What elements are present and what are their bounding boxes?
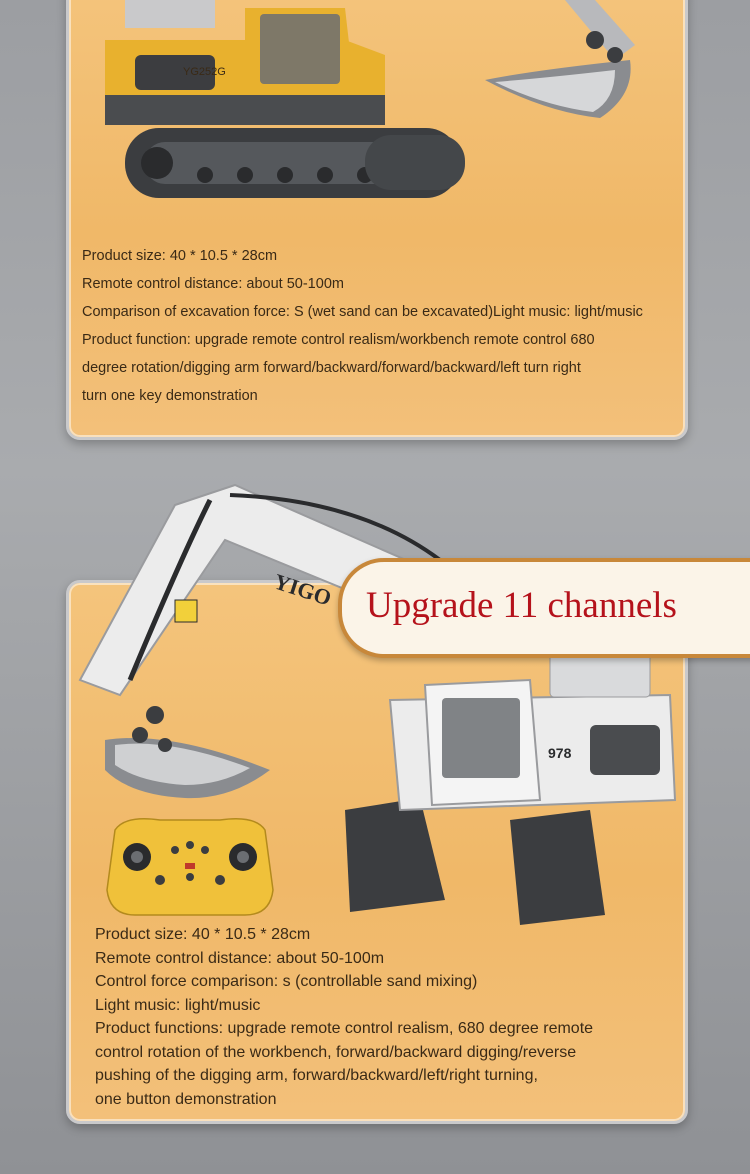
- spec-remote-distance: Remote control distance: about 50-100m: [82, 276, 344, 292]
- spec-size: Product size: 40 * 10.5 * 28cm: [82, 248, 278, 264]
- spec-control-force: Control force comparison: s (controllable sand mixing): [95, 973, 478, 990]
- spec-remote-distance: Remote control distance: about 50-100m: [95, 949, 385, 967]
- spec-function-line-1: Product functions: upgrade remote control realism, 680 degree remote: [95, 1020, 594, 1037]
- yellow-excavator-image: [95, 0, 675, 235]
- cab-model-text: YG252G: [183, 66, 226, 78]
- spec-excavation-force: Comparison of excavation force: S (wet sand can be excavated)Light music: light/music: [82, 304, 643, 320]
- specs-list-product-2: [95, 923, 675, 1111]
- specs-list-product-1: [82, 242, 682, 410]
- spec-function-line-2: degree rotation/digging arm forward/backward/forward/backward/left turn right: [82, 360, 581, 376]
- remote-controller-image: [105, 815, 275, 920]
- spec-light-music: Light music: light/music: [95, 996, 261, 1014]
- cab-number-text: 978: [548, 745, 572, 761]
- spec-function-line-2: control rotation of the workbench, forward/backward digging/reverse: [95, 1043, 577, 1061]
- spec-function-line-4: one button demonstration: [95, 1090, 277, 1108]
- upgrade-banner-label: Upgrade 11 channels: [366, 585, 677, 626]
- spec-function-line-3: turn one key demonstration: [82, 388, 258, 404]
- spec-function-line-1: Product function: upgrade remote control realism/workbench remote control 680: [82, 332, 595, 348]
- boom-brand-text: YIGO: [270, 568, 335, 611]
- spec-function-line-3: pushing of the digging arm, forward/backward/left/right turning,: [95, 1067, 538, 1084]
- spec-size: Product size: 40 * 10.5 * 28cm: [95, 926, 311, 943]
- upgrade-banner: [338, 558, 750, 658]
